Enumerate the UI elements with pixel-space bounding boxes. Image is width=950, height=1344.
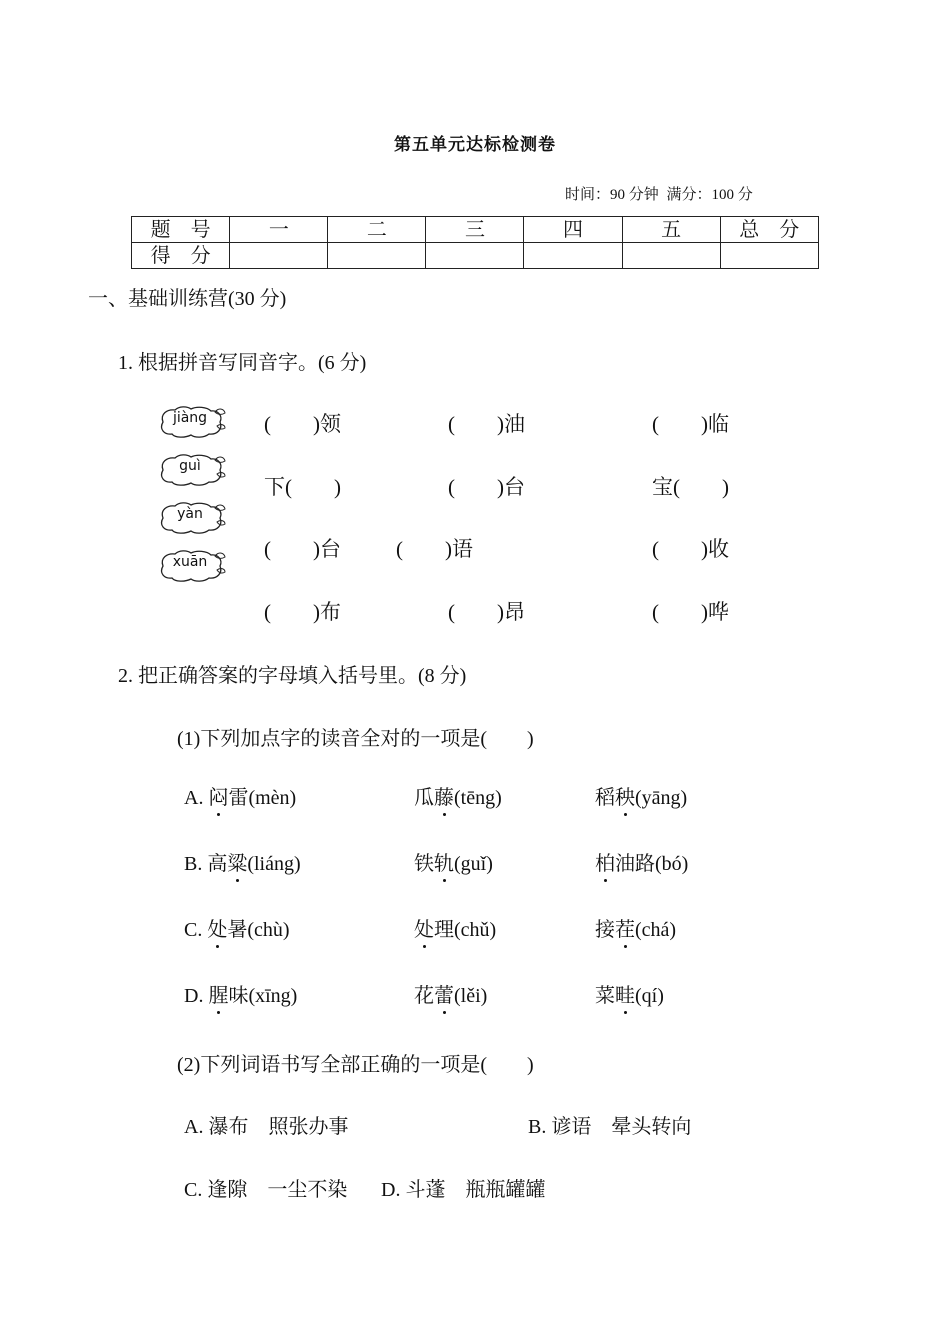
dotted-char: 茬 xyxy=(615,913,635,942)
option-item xyxy=(414,781,502,810)
dotted-char: 处 xyxy=(414,913,434,942)
score-blank[interactable] xyxy=(524,243,622,269)
option-letter: A. xyxy=(184,787,209,809)
score-table-cell: 总 分 xyxy=(720,217,818,243)
option-letter: C. xyxy=(184,919,208,941)
option-a: A. 瀑布 照张办事 xyxy=(184,1116,349,1138)
option-item xyxy=(414,913,496,942)
fill-blank-item[interactable]: ( )哗 xyxy=(652,600,729,624)
exam-info xyxy=(565,183,757,204)
dotted-char: 轨 xyxy=(434,847,454,876)
option-text: 理(chǔ) xyxy=(434,919,497,941)
option-text: 菜 xyxy=(595,985,615,1007)
score-table-cell: 一 xyxy=(230,217,328,243)
score-table-score-row xyxy=(132,243,819,269)
option-letter: D. xyxy=(184,985,209,1007)
option-item xyxy=(414,979,487,1008)
score-blank[interactable] xyxy=(328,243,426,269)
fill-blank-item[interactable]: ( )油 xyxy=(448,412,525,436)
score-table-header-row xyxy=(132,217,819,243)
option-item xyxy=(184,847,301,876)
score-table-cell: 三 xyxy=(426,217,524,243)
dotted-char: 秧 xyxy=(615,781,635,810)
option-text: (liáng) xyxy=(247,853,301,875)
fill-blank-item[interactable]: ( )昂 xyxy=(448,600,525,624)
fill-blank-item[interactable]: ( )领 xyxy=(264,412,341,436)
score-blank[interactable] xyxy=(230,243,328,269)
dotted-char: 闷 xyxy=(208,781,228,810)
subquestion-1-prompt: (1)下列加点字的读音全对的一项是( ) xyxy=(177,728,534,750)
score-table-cell: 五 xyxy=(622,217,720,243)
option-item xyxy=(595,847,688,876)
question-1-prompt: 1. 根据拼音写同音字。(6 分) xyxy=(118,352,367,374)
dotted-char: 粱 xyxy=(227,847,247,876)
option-text: 稻 xyxy=(595,787,615,809)
option-b: B. 谚语 晕头转向 xyxy=(528,1116,692,1138)
time-limit: 时间：90 分钟 xyxy=(565,187,659,203)
option-d: D. 斗蓬 瓶瓶罐罐 xyxy=(381,1179,546,1201)
dotted-char: 畦 xyxy=(615,979,635,1008)
dotted-char: 腥 xyxy=(208,979,228,1008)
fill-blank-item[interactable]: 宝( ) xyxy=(652,475,729,499)
option-letter: B. xyxy=(184,853,208,875)
option-text: 味(xīng) xyxy=(228,985,298,1007)
option-item xyxy=(595,913,676,942)
dotted-char: 柏 xyxy=(595,847,615,876)
subquestion-2-prompt: (2)下列词语书写全部正确的一项是( ) xyxy=(177,1054,534,1076)
option-text: 暑(chù) xyxy=(227,919,290,941)
score-blank[interactable] xyxy=(426,243,524,269)
option-text: (guǐ) xyxy=(454,853,493,875)
option-text: (lěi) xyxy=(454,985,488,1007)
option-text: 瓜 xyxy=(414,787,434,809)
option-item xyxy=(414,847,493,876)
option-text: 雷(mèn) xyxy=(228,787,297,809)
fill-blank-item[interactable]: ( )台 xyxy=(448,475,525,499)
fill-blank-item[interactable]: ( )收 xyxy=(652,537,729,561)
dotted-char: 藤 xyxy=(434,781,454,810)
score-blank[interactable] xyxy=(622,243,720,269)
fill-blank-item[interactable]: ( )台 xyxy=(264,537,341,561)
option-item xyxy=(184,781,296,810)
option-text: (tēng) xyxy=(454,787,502,809)
fill-blank-item[interactable]: 下( ) xyxy=(264,475,341,499)
option-text: 油路(bó) xyxy=(615,853,689,875)
pinyin-bubble xyxy=(157,548,227,584)
pinyin-bubble xyxy=(157,404,227,440)
option-text: 花 xyxy=(414,985,434,1007)
pinyin-text: yàn xyxy=(177,506,203,522)
dotted-char: 蕾 xyxy=(434,979,454,1008)
score-table-cell: 题 号 xyxy=(132,217,230,243)
section-heading: 一、基础训练营(30 分) xyxy=(88,288,287,310)
option-item xyxy=(184,913,290,942)
pinyin-text: jiàng xyxy=(172,410,208,426)
option-text: (chá) xyxy=(635,919,677,941)
option-text: 高 xyxy=(207,853,228,875)
score-blank[interactable] xyxy=(720,243,818,269)
full-score: 满分：100 分 xyxy=(666,187,753,203)
pinyin-text: xuān xyxy=(172,554,208,570)
fill-blank-item[interactable]: ( )语 xyxy=(396,537,473,561)
option-text: 铁 xyxy=(414,853,434,875)
option-c: C. 逢隙 一尘不染 xyxy=(184,1179,348,1201)
dotted-char: 处 xyxy=(207,913,227,942)
option-text: 接 xyxy=(595,919,615,941)
score-table xyxy=(131,216,819,269)
page-title: 第五单元达标检测卷 xyxy=(394,135,556,154)
option-item xyxy=(595,781,687,810)
pinyin-bubble xyxy=(157,500,227,536)
pinyin-text: guì xyxy=(179,458,201,474)
fill-blank-item[interactable]: ( )布 xyxy=(264,600,341,624)
score-table-cell: 四 xyxy=(524,217,622,243)
fill-blank-item[interactable]: ( )临 xyxy=(652,412,729,436)
pinyin-bubble xyxy=(157,452,227,488)
question-2-prompt: 2. 把正确答案的字母填入括号里。(8 分) xyxy=(118,665,467,687)
option-text: (qí) xyxy=(635,985,664,1007)
option-item xyxy=(595,979,664,1008)
option-item xyxy=(184,979,297,1008)
score-table-cell: 得 分 xyxy=(132,243,230,269)
option-text: (yāng) xyxy=(635,787,688,809)
score-table-cell: 二 xyxy=(328,217,426,243)
